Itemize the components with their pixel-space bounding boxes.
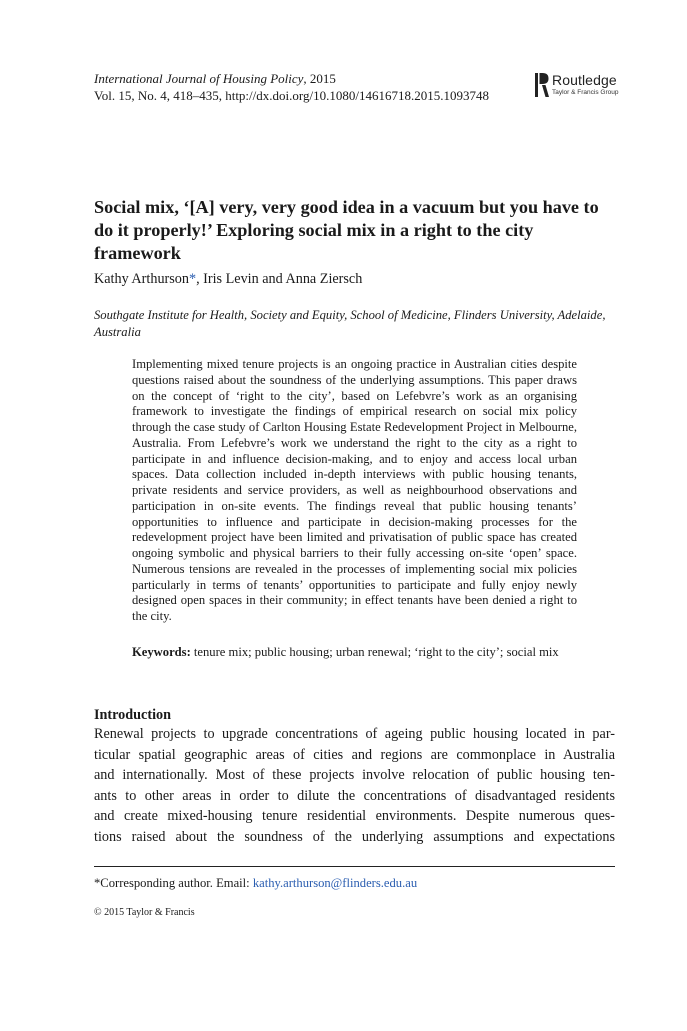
article-title: Social mix, ‘[A] very, very good idea in a vacuum but you have to do it properly!’ Exploring social mix in a right to the city framework [94,197,599,263]
author-list [94,270,362,288]
copyright-notice: © 2015 Taylor & Francis [94,907,195,918]
citation-line: Vol. 15, No. 4, 418–435, http://dx.doi.org/10.1080/14616718.2015.1093748 [94,88,489,103]
author-email-link[interactable]: kathy.arthurson@flinders.edu.au [252,876,418,890]
routledge-r-icon [535,73,549,97]
publisher-name: Routledge [552,72,617,88]
journal-name: International Journal of Housing Policy [94,71,304,86]
footnote-text: *Corresponding author. Email: [94,876,253,890]
affiliation: Southgate Institute for Health, Society and Equity, School of Medicine, Flinders University, Adelaide, Australia [94,308,606,339]
paragraph-line: ticular spatial geographic areas of cities and regions are commonplace in Australia [94,746,615,763]
keywords-label: Keywords: [132,645,191,659]
footnote-divider [94,866,615,867]
paragraph-line: ants to other areas in order to dilute the concentrations of disadvantaged residents [94,787,615,804]
author-rest: , Iris Levin and Anna Ziersch [196,271,363,287]
paragraph-line: tions raised about the soundness of the underlying assumptions and expectations [94,828,615,845]
section-heading-introduction: Introduction [94,707,171,723]
paragraph-line: Renewal projects to upgrade concentrations of ageing public housing located in par- [94,726,615,742]
journal-title-line [94,70,489,87]
journal-year: , 2015 [303,71,336,86]
journal-header [94,70,489,104]
abstract: Implementing mixed tenure projects is an ongoing practice in Australian cities despite questions raised about the soundness of the underlying assumptions. This paper draws on the concept of ‘right to the city’, based on Lefebvre’s work as an organising framework to investigate the findings of empirical research on social mix policy through the case study of Carlton Housing Estate Redevelopment Project in Melbourne, Australia. From Lefebvre’s work we understand the right to the city as a right to participate in and influence decision-making, and to enjoy and access local urban spaces. Data collection included in-depth interviews with public housing tenants, private residents and service providers, as well as neighbourhood observations and participation in on-site events. The findings reveal that public housing tenants’ opportunities to influence and participate in decision-making processes for the redevelopment project have been limited and privatisation of public space has created ongoing symbolic and physical barriers to their fully accessing on-site ‘open’ space. Numerous tensions are revealed in the processes of implementing social mix policies particularly in terms of tenants’ opportunities to participate and fully enjoy newly designed open spaces in their community; in effect tenants have been denied a right to the city. [132,357,577,623]
paragraph-line: and create mixed-housing tenure residential environments. Despite numerous ques- [94,808,615,824]
keywords-list: tenure mix; public housing; urban renewal; ‘right to the city’; social mix [190,645,559,659]
paragraph-line: and internationally. Most of these projects involve relocation of public housing ten- [94,767,615,783]
introduction-paragraph [94,724,615,847]
corresponding-author-footnote [94,875,417,891]
publisher-logo [535,72,625,102]
author-first: Kathy Arthurson [94,271,189,287]
keywords [132,645,577,661]
publisher-group: Taylor & Francis Group [552,89,619,96]
corresponding-author-link[interactable]: * [188,271,197,287]
